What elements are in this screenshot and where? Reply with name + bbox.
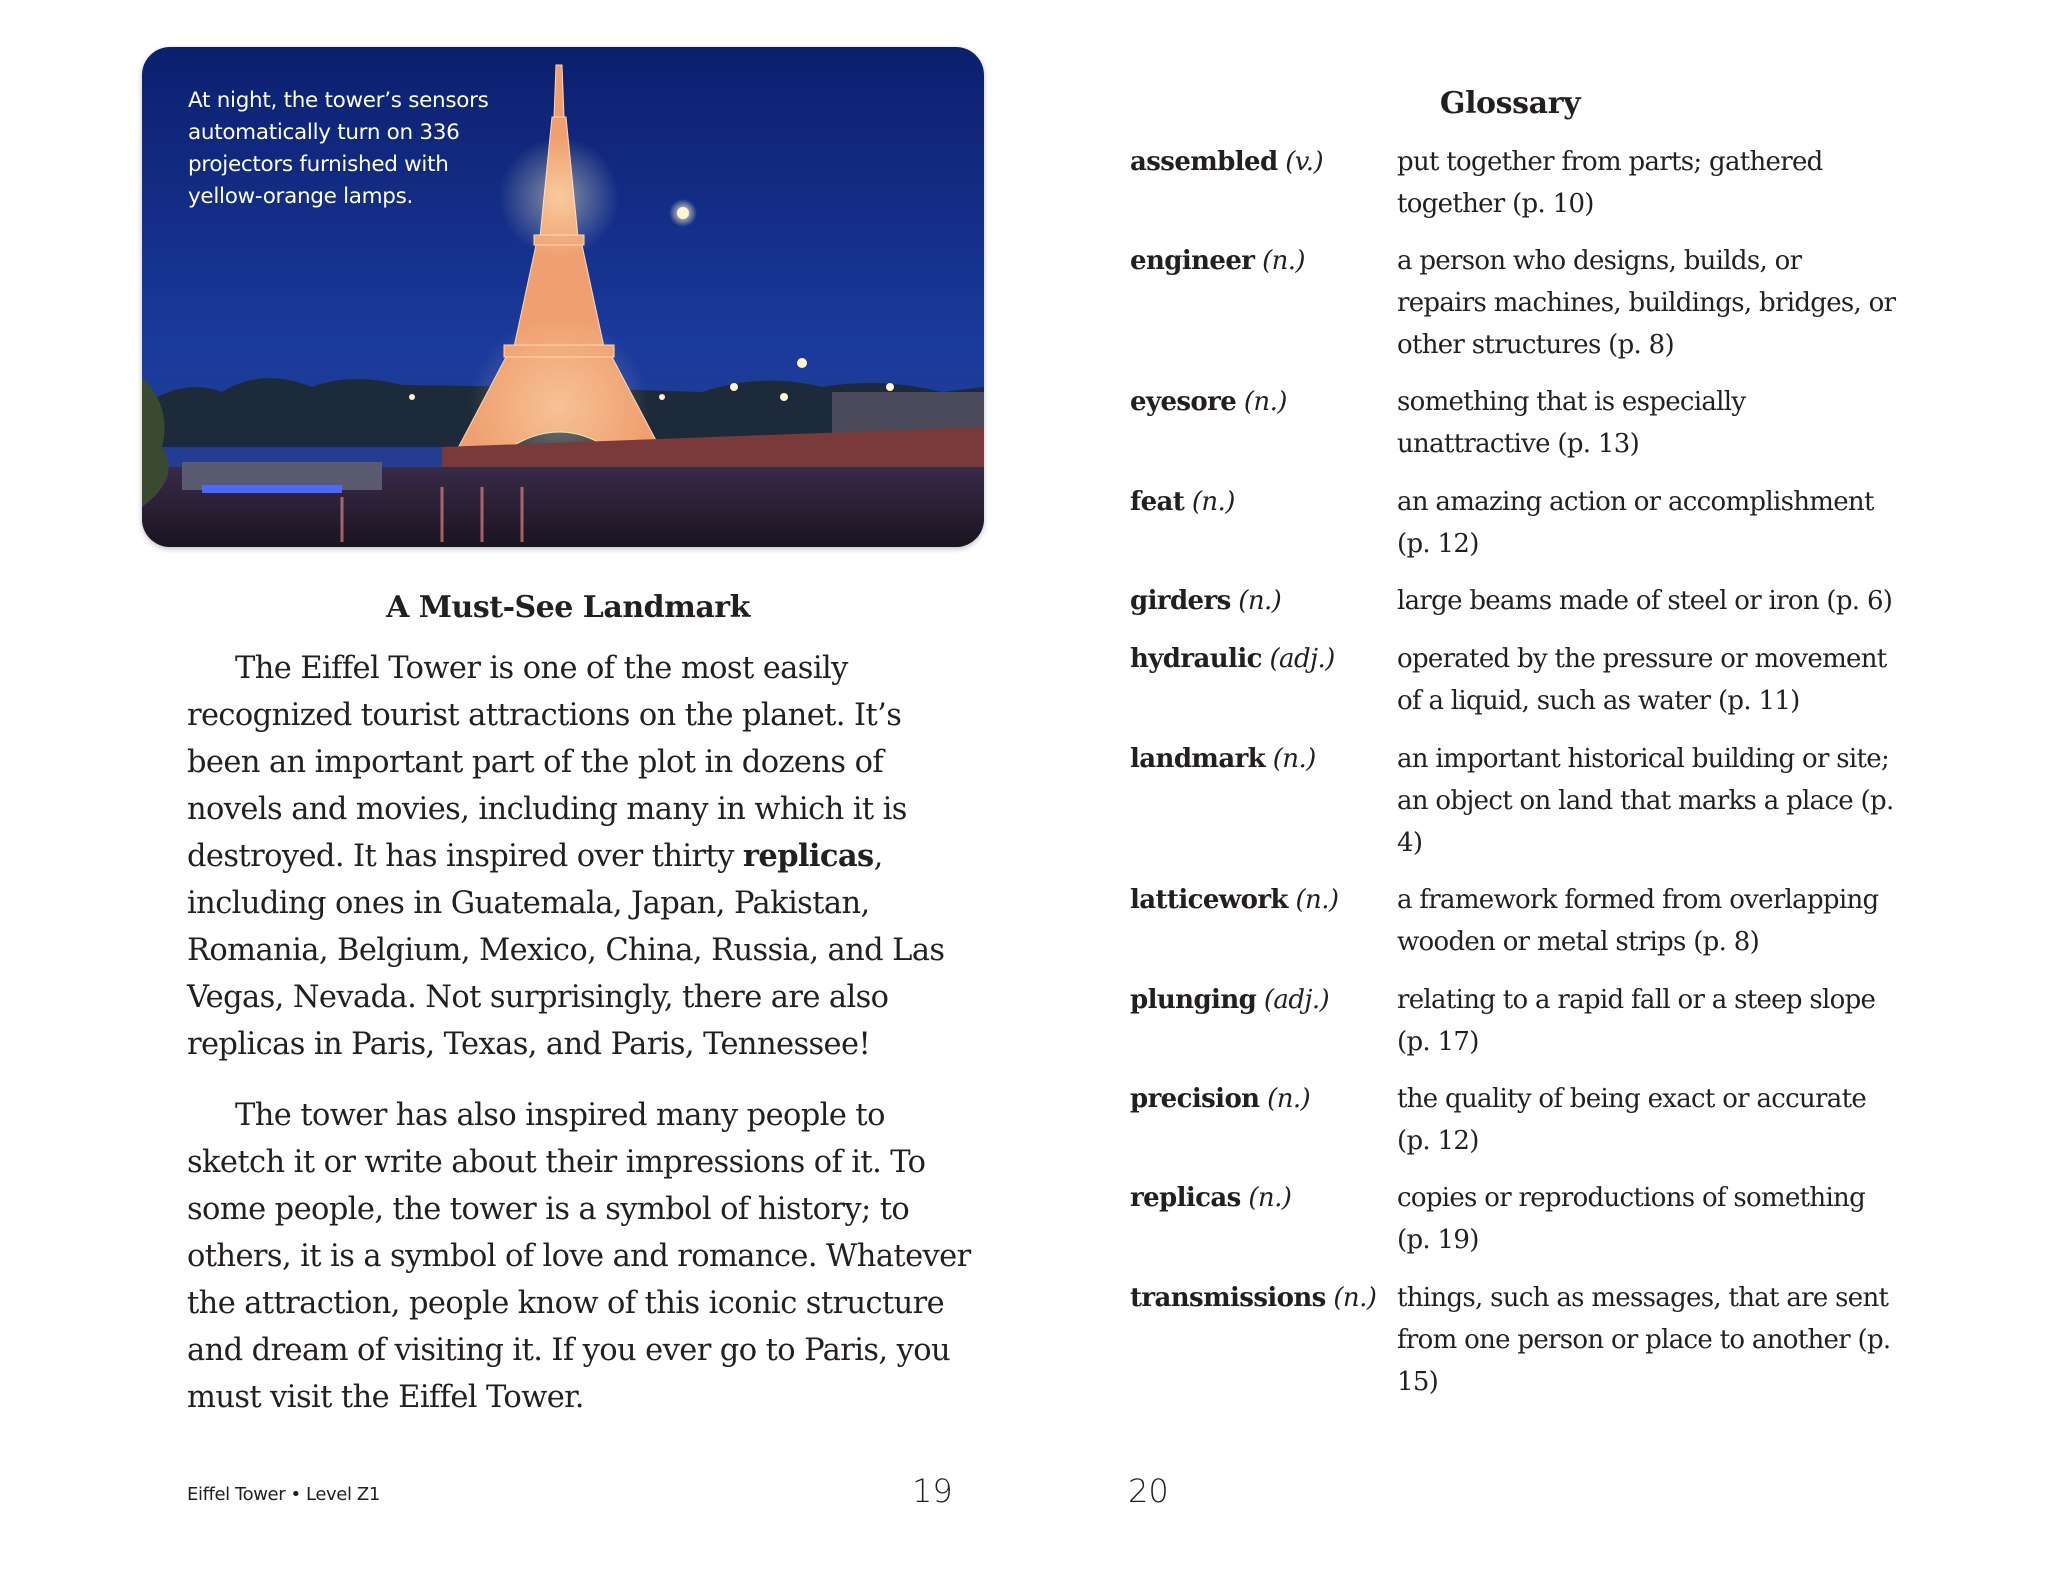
glossary-term (1130, 580, 1395, 622)
glossary-definition: relating to a rapid fall or a steep slope (p. 17) (1397, 985, 1876, 1057)
glossary-term (1130, 738, 1395, 780)
photo-caption: At night, the tower’s sensors automatically turn on 336 projectors furnished with yellow-orange lamps. (188, 88, 489, 209)
paragraph-1-text-a: The Eiffel Tower is one of the most easily recognized tourist attractions on the planet. It’s been an important part of the plot in dozens of novels and movies, including many in which it is destroyed. It has inspired over thirty (187, 651, 907, 874)
glossary-definition: an amazing action or accomplishment (p. 12) (1397, 487, 1874, 559)
part-of-speech: (v.) (1285, 147, 1323, 177)
body-paragraph-1 (187, 645, 977, 1068)
part-of-speech: (n.) (1262, 246, 1305, 276)
eiffel-tower-night-photo (142, 47, 984, 547)
glossary-term (1130, 381, 1395, 423)
part-of-speech: (adj.) (1263, 985, 1330, 1015)
section-heading: A Must-See Landmark (386, 590, 750, 625)
glossary-definition: the quality of being exact or accurate (p. 12) (1397, 1084, 1867, 1156)
glossary-term (1130, 481, 1395, 523)
glossary-term (1130, 879, 1395, 921)
term-word: latticework (1130, 885, 1288, 915)
glossary-definition: put together from parts; gathered together (p. 10) (1397, 147, 1823, 219)
paragraph-2-text: The tower has also inspired many people to sketch it or write about their impressions of it. To some people, the tower is a symbol of history; to others, it is a symbol of love and romance. Whatever the attraction, people know of this iconic structure and dream of visiting it. If you ever go to Paris, you must visit the Eiffel Tower. (187, 1098, 971, 1415)
glossary-term (1130, 1177, 1395, 1219)
term-word: landmark (1130, 744, 1266, 774)
part-of-speech: (n.) (1191, 487, 1235, 517)
part-of-speech: (adj.) (1269, 644, 1335, 674)
part-of-speech: (n.) (1248, 1183, 1292, 1213)
glossary-definition: operated by the pressure or movement of a liquid, such as water (p. 11) (1397, 644, 1887, 716)
page-number-left: 19 (912, 1472, 953, 1510)
term-word: assembled (1130, 147, 1278, 177)
term-word: replicas (1130, 1183, 1241, 1213)
term-word: engineer (1130, 246, 1255, 276)
glossary-definition: a person who designs, builds, or repairs machines, buildings, bridges, or other structures (p. 8) (1397, 246, 1896, 360)
part-of-speech: (n.) (1295, 885, 1339, 915)
glossary-definition: an important historical building or site; an object on land that marks a place (p. 4) (1397, 744, 1894, 858)
glossary-term (1130, 638, 1395, 680)
glossary-definition: a framework formed from overlapping wooden or metal strips (p. 8) (1397, 885, 1879, 957)
part-of-speech: (n.) (1267, 1084, 1311, 1114)
term-word: girders (1130, 586, 1231, 616)
page-number-right: 20 (1128, 1472, 1169, 1510)
part-of-speech: (n.) (1333, 1283, 1377, 1313)
vocab-term-replicas: replicas (742, 838, 874, 874)
glossary-term (1130, 240, 1395, 282)
glossary-term (1130, 141, 1395, 183)
glossary-definition: copies or reproductions of something (p. 19) (1397, 1183, 1866, 1255)
term-word: transmissions (1130, 1283, 1326, 1313)
glossary-definition: large beams made of steel or iron (p. 6) (1397, 586, 1893, 616)
body-paragraph-2 (187, 1092, 977, 1421)
part-of-speech: (n.) (1272, 744, 1316, 774)
term-word: precision (1130, 1084, 1260, 1114)
book-footer: Eiffel Tower • Level Z1 (187, 1484, 380, 1505)
part-of-speech: (n.) (1243, 387, 1287, 417)
term-word: feat (1130, 487, 1185, 517)
term-word: hydraulic (1130, 644, 1262, 674)
term-word: plunging (1130, 985, 1257, 1015)
term-word: eyesore (1130, 387, 1237, 417)
part-of-speech: (n.) (1238, 586, 1282, 616)
paragraph-1-text-b: , including ones in Guatemala, Japan, Pakistan, Romania, Belgium, Mexico, China, Russia, and Las Vegas, Nevada. Not surprisingly, there are also replicas in Paris, Texas, and Paris, Tennessee! (187, 839, 945, 1062)
glossary-title: Glossary (1439, 86, 1581, 121)
glossary-definition: something that is especially unattractive (p. 13) (1397, 387, 1746, 459)
glossary-term (1130, 1277, 1395, 1319)
glossary-term (1130, 1078, 1395, 1120)
glossary-definition: things, such as messages, that are sent from one person or place to another (p. 15) (1397, 1283, 1891, 1397)
glossary-term (1130, 979, 1395, 1021)
